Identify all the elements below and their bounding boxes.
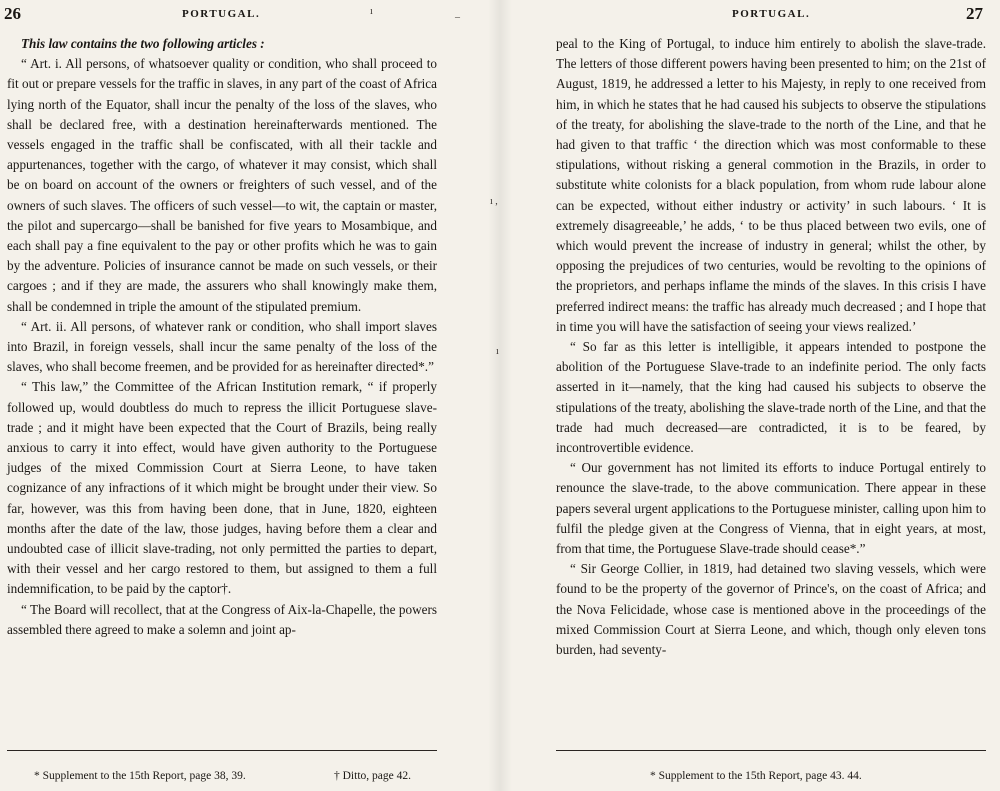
footnote: † Ditto, page 42. — [334, 770, 411, 782]
footnote: * Supplement to the 15th Report, page 38, 39. — [34, 770, 246, 782]
left-running-head: PORTUGAL. — [182, 8, 261, 20]
paragraph: “ Our government has not limited its efforts to induce Portugal entirely to renounce the slave-trade, to the above communication. There appear in these papers several urgent applications to the Portuguese minister, calling upon him to fulfil the pledge given at the Congress of Vienna, that in eight years, at most, from that time, the Portuguese Slave-trade should cease*.” — [556, 460, 986, 557]
paragraph: “ Art. i. All persons, of whatsoever quality or condition, who shall proceed to fit out or prepare vessels for the traffic in slaves, in any part of the coast of Africa lying north of the Equator, shall incur the penalty of the loss of the slaves, who shall be declared free, with a destination hereinafterwards mentioned. The vessels engaged in the traffic shall be confiscated, with all their tackle and appurtenances, together with the cargo, of whatever it may consist, which shall be on board on account of the owners or freighters of such vessel, and of the owners of such slaves. The officers of such vessel—to wit, the captain or master, the pilot and supercargo—shall be banished for five years to Mosambique, and each shall pay a fine equivalent to the pay or other profits which he was to gain by the adventure. Policies of insurance cannot be made on such vessels, or their cargoes ; and if they are made, the assurers who shall knowingly make them, shall be condemned in triple the amount of the stipulated premium. — [7, 56, 437, 314]
left-body-text — [7, 34, 437, 640]
paragraph: “ Sir George Collier, in 1819, had detained two slaving vessels, which were found to be the property of the governor of Prince's, on the coast of Africa; and the Nova Felicidade, whose case is mentioned above in the proceedings of the mixed Commission Court at Sierra Leone, and which, though only eleven tons burden, had seventy- — [556, 561, 986, 658]
scan-mark: ı — [496, 346, 499, 357]
paragraph: peal to the King of Portugal, to induce him entirely to abolish the slave-trade. The letters of those different powers having been presented to him; on the 21st of August, 1819, he addressed a letter to his Majesty, in reply to one received from him, in which he states that he had caused his subjects to observe the stipulations of the treaty, for abolishing the slave-trade to the north of the Line, and that he had given to that traffic ‘ the direction which was most conformable to these stipulations, without risking a general commotion in the Brazils, in order to substitute white colonists for a black population, from whom rude labour alone can be expected, without either industry or activity’ in such labours. ‘ It is extremely disagreeable,’ he adds, ‘ to be thus placed between two evils, one of which would prevent the increase of industry in general; whilst the other, by opposing the prejudices of two centuries, would be revolting to the opinions of the proprietors, and perhaps inflame the minds of the slaves. In this crisis I have preferred indirect means: the traffic has already much decreased ; and I hope that in time you will have the satisfaction of seeing your views realized.’ — [556, 36, 986, 334]
scan-mark: ‒ — [455, 12, 460, 23]
paragraph: This law contains the two following articles : — [21, 36, 265, 51]
scan-mark: ı — [370, 6, 373, 17]
paragraph: “ Art. ii. All persons, of whatever rank or condition, who shall import slaves into Brazil, in foreign vessels, shall incur the same penalty of the loss of the slaves, who shall become freemen, and be provided for as hereinafter directed*.” — [7, 318, 437, 375]
footnote-rule — [7, 750, 437, 751]
paragraph: “ This law,” the Committee of the African Institution remark, “ if properly followed up, would doubtless do much to repress the illicit Portuguese slave-trade ; and it might have been expected that the Court of Brazils, being really anxious to carry it into effect, would have given authority to the Portuguese judges of the mixed Commission Court at Sierra Leone, to have taken cognizance of any infractions of it which might be brought under their view. So far, however, was this from having been done, that in June, 1820, eighteen months after the date of the law, those judges, having before them a clear and undoubted case of illicit slave-trading, not only permitted the parties to depart, with their vessel and her cargo restored to them, but assigned to them a full indemnification, to be paid by the captor†. — [7, 379, 437, 597]
left-page-number: 26 — [4, 4, 21, 23]
right-page-number: 27 — [966, 4, 983, 23]
paragraph: “ So far as this letter is intelligible, it appears intended to postpone the abolition of the Portuguese Slave-trade to an indefinite period. The only facts asserted in it—namely, that the king had caused his subjects to observe the stipulations of the treaty, abolishing the slave-trade north of the Line, and that the trade had much decreased—are contradicted, it is to be feared, by incontrovertible evidence. — [556, 339, 986, 456]
right-page — [500, 0, 1000, 791]
paragraph: “ The Board will recollect, that at the Congress of Aix-la-Chapelle, the powers assembled there agreed to make a solemn and joint ap- — [7, 601, 437, 637]
right-running-head: PORTUGAL. — [732, 8, 811, 20]
scan-mark: ı , — [490, 196, 498, 207]
footnote-rule — [556, 750, 986, 751]
footnote: * Supplement to the 15th Report, page 43. 44. — [650, 770, 862, 782]
right-body-text — [556, 34, 986, 660]
